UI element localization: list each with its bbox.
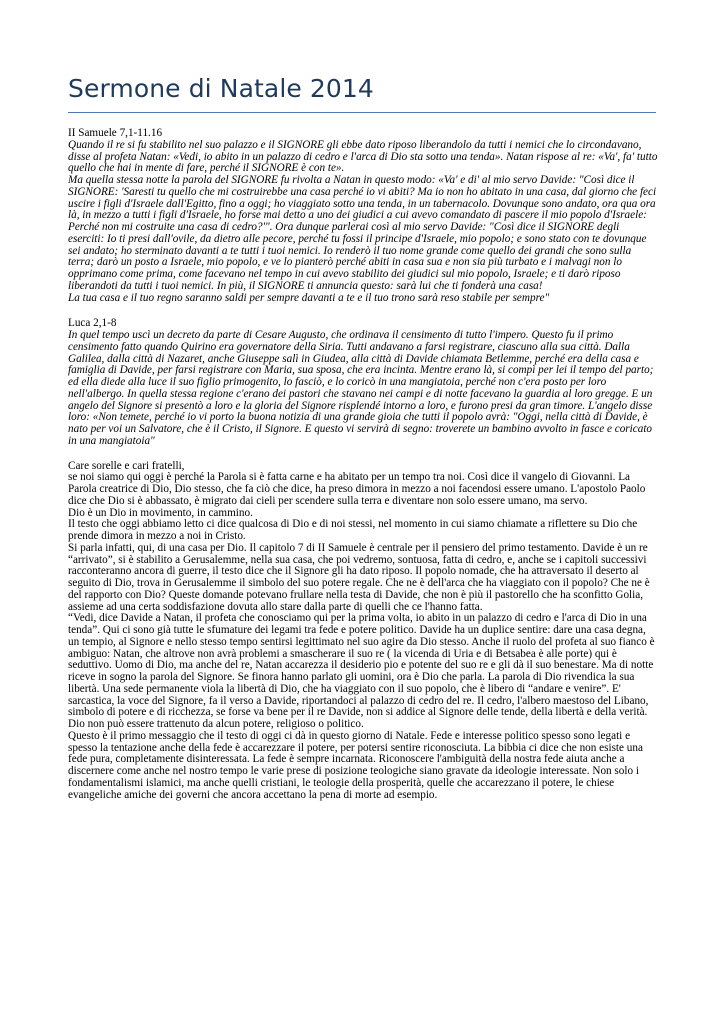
sermon-paragraph: Si parla infatti, qui, di una casa per Dio. Il capitolo 7 di II Samuele è centrale per il pensiero del primo testamento. Davide è un re “arrivato”, si è stabilito a Gerusalemme, nella sua casa, che poi vedremo, sontuosa, fatta di cedro, e, anche se i capitoli successivi racconteranno ancora di guerre, il testo dice che il Signore gli ha dato riposo. Il popolo nomade, che ha attraversato il deserto al seguito di Dio, trova in Gerusalemme il simbolo del suo potere regale. Che ne è dell'arca che ha viaggiato con il popolo? Che ne è del rapporto con Dio? Queste domande potevano frullare nella testa di Davide, che non è più il pastorello che ha sconfitto Golia, assieme ad una certa soddisfazione dovuta allo stare dalla parte di quelli che ce l'hanno fatta. bbox=[68, 541, 650, 613]
sermon-paragraph: Dio è un Dio in movimento, in cammino. bbox=[68, 506, 253, 519]
title-underline bbox=[68, 112, 656, 113]
reading-1-reference: II Samuele 7,1-11.16 bbox=[68, 127, 163, 139]
spacer bbox=[68, 304, 658, 318]
reading-2-paragraph: In quel tempo uscì un decreto da parte di Cesare Augusto, che ordinava il censimento di tutto l'impero. Questo fu il primo censimento fatto quando Quirino era governatore della Siria. Tutti andavano a farsi registrare, ciascuno alla sua città. Dalla Galilea, dalla città di Nazaret, anche Giuseppe salì in Giudea, alla città di Davide chiamata Betlemme, perché era della casa e famiglia di Davide, per farsi registrare con Maria, sua sposa, che era incinta. Mentre erano là, si compì per lei il tempo del parto; ed ella diede alla luce il suo figlio primogenito, lo fasciò, e lo coricò in una mangiatoia, perché non c'era posto per loro nell'albergo. In quella stessa regione c'erano dei pastori che stavano nei campi e di notte facevano la guardia al loro gregge. E un angelo del Signore si presentò a loro e la gloria del Signore risplendé intorno a loro, e furono presi da gran timore. L'angelo disse loro: «Non temete, perché io vi porto la buona notizia di una grande gioia che tutti il popolo avrà: "Oggi, nella città di Davide, è nato per voi un Salvatore, che è il Cristo, il Signore. E questo vi servirà di segno: troverete un bambino avvolto in fasce e coricato in una mangiatoia" bbox=[68, 329, 654, 447]
reading-1-paragraph: Ma quella stessa notte la parola del SIGNORE fu rivolta a Natan in questo modo: «Va' e di' al mio servo Davide: "Così dice il SIGNORE: 'Saresti tu quello che mi costruirebbe una casa perché io vi abiti? Ma io non ho abitato in una casa, dal giorno che feci uscire i figli d'Israele dall'Egitto, fino a oggi; ho viaggiato sotto una tenda, in un tabernacolo. Dovunque sono andato, ora qua ora là, in mezzo a tutti i figli d'Israele, ho forse mai detto a uno dei giudici a cui avevo comandato di pascere il mio popolo d'Israele: Perché non mi costruite una casa di cedro?'". Ora dunque parlerai così al mio servo Davide: "Così dice il SIGNORE degli eserciti: Io ti presi dall'ovile, da dietro alle pecore, perché tu fossi il principe d'Israele, mio popolo; e sono stato con te dovunque sei andato; ho sterminato davanti a te tutti i tuoi nemici. Io renderò il tuo nome grande come quello dei grandi che sono sulla terra; darò un posto a Israele, mio popolo, e ve lo pianterò perché abiti in casa sua e non sia più turbato e i malvagi non lo opprimano come prima, come facevano nel tempo in cui avevo stabilito dei giudici sul mio popolo, Israele; e ti darò riposo liberandoti da tutti i tuoi nemici. In più, il SIGNORE ti annuncia questo: sarà lui che ti fonderà una casa! bbox=[68, 174, 657, 292]
sermon-paragraph: se noi siamo qui oggi è perché la Parola si è fatta carne e ha abitato per un tempo tra noi. Così dice il vangelo di Giovanni. La Parola creatrice di Dio, Dio stesso, che fa ciò che dice, ha preso dimora in mezzo a noi facendosi essere umano. L'apostolo Paolo dice che Dio si è abbassato, è migrato dai cieli per scendere sulla terra e diventare non solo essere umano, ma servo. bbox=[68, 471, 646, 507]
document-title: Sermone di Natale 2014 bbox=[68, 74, 374, 103]
reading-1-paragraph: La tua casa e il tuo regno saranno saldi per sempre davanti a te e il tuo trono sarà reso stabile per sempre" bbox=[68, 291, 550, 304]
reading-1-paragraph: Quando il re si fu stabilito nel suo palazzo e il SIGNORE gli ebbe dato riposo liberandolo da tutti i nemici che lo circondavano, disse al profeta Natan: «Vedi, io abito in un palazzo di cedro e l'arca di Dio sta sotto una tenda». Natan rispose al re: «Va', fa' tutto quello che hai in mente di fare, perché il SIGNORE è con te». bbox=[68, 138, 658, 175]
sermon-paragraph: Questo è il primo messaggio che il testo di oggi ci dà in questo giorno di Natale. Fede e interesse politico spesso sono legati e spesso la tentazione anche della fede è accarezzare il potere, per potersi sentire riconosciuta. La bibbia ci dice che non esiste una fede pura, completamente disinteressata. La fede è sempre incarnata. Riconoscere l'ambiguità della nostra fede aiuta anche a discernere come anche nel nostro tempo le varie prese di posizione teologiche siano gravate da ideologie interessate. Non solo i fondamentalismi islamici, ma anche quelli cristiani, le teologie della prosperità, quelle che accarezzano il potere, le chiese evangeliche amiche dei governi che ancora accettano la pena di morte ad esempio. bbox=[68, 729, 643, 801]
sermon-paragraph: “Vedi, dice Davide a Natan, il profeta che conosciamo qui per la prima volta, io abito in un palazzo di cedro e l'arca di Dio in una tenda”. Qui ci sono già tutte le sfumature dei legami tra fede e potere politico. Davide ha un duplice sentire: dare una casa degna, un tempio, al Signore e nello stesso tempo sentirsi legittimato nel suo agire da Dio stesso. Anche il ruolo del profeta al suo fianco è ambiguo: Natan, che altrove non avrà problemi a smascherare il suo re ( la vicenda di Uria e di Betsabea è alle porte) qui è seduttivo. Uomo di Dio, ma anche del re, Natan accarezza il desiderio pio e potente del suo re e gli dà il suo benestare. Ma di notte riceve in sogno la parola del Signore. Se finora hanno parlato gli uomini, ora è Dio che parla. La parola di Dio rivendica la sua libertà. Una sede permanente viola la libertà di Dio, che ha viaggiato con il suo popolo, che è libero di “andare e venire”. E' sarcastica, la voce del Signore, fa il verso a Davide, riportandoci al palazzo di cedro del re. Il cedro, l'albero maestoso del Libano, simbolo di potere e di ricchezza, se forse va bene per il re Davide, non si addice al Signore delle tende, della libertà e della verità. Dio non può essere trattenuto da alcun potere, religioso o politico. bbox=[68, 612, 655, 730]
document-body bbox=[68, 128, 658, 801]
reading-2-reference: Luca 2,1-8 bbox=[68, 317, 117, 330]
spacer bbox=[68, 448, 658, 461]
sermon-paragraph: Care sorelle e cari fratelli, bbox=[68, 459, 185, 472]
sermon-paragraph: Il testo che oggi abbiamo letto ci dice qualcosa di Dio e di noi stessi, nel momento in cui siamo chiamate a riflettere su Dio che prende dimora in mezzo a noi in Cristo. bbox=[68, 518, 638, 542]
